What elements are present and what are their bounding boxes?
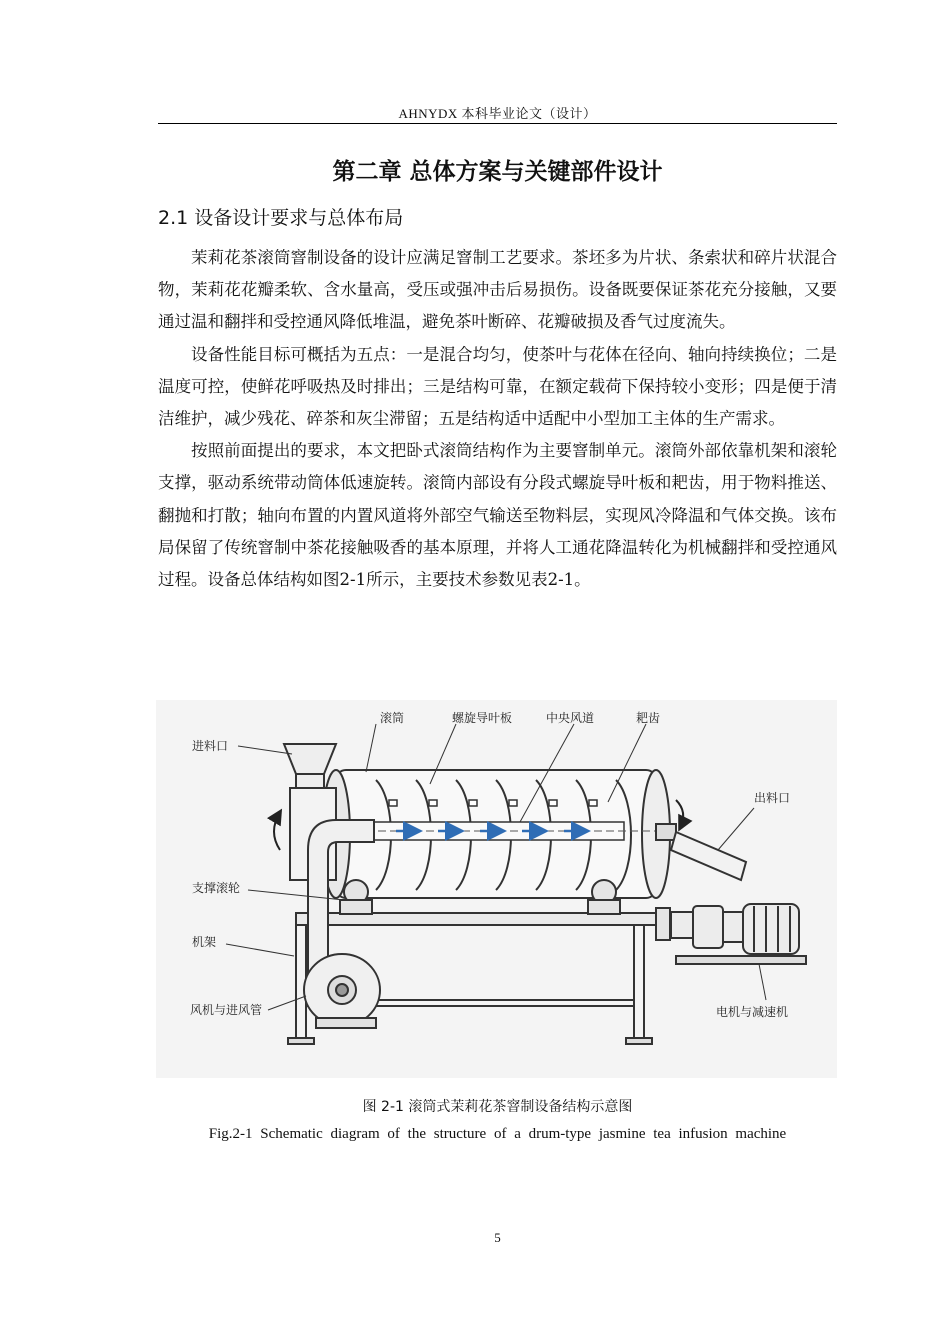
rotation-arrow-left <box>274 812 280 850</box>
running-header: AHNYDX 本科毕业论文（设计） <box>398 106 597 121</box>
label-drum: 滚筒 <box>380 711 405 725</box>
figure-2-1 <box>156 700 837 1078</box>
motor-and-reducer <box>671 904 806 964</box>
label-inlet: 进料口 <box>192 739 229 753</box>
header-rule <box>158 123 837 124</box>
label-central-duct: 中央风道 <box>546 711 595 725</box>
chapter-title: 第二章 总体方案与关键部件设计 <box>332 159 663 185</box>
label-fan-duct: 风机与进风管 <box>190 1003 263 1017</box>
page-number: 5 <box>494 1230 501 1245</box>
label-outlet: 出料口 <box>754 791 791 805</box>
paragraph-1: 茉莉花茶滚筒窨制设备的设计应满足窨制工艺要求。茶坯多为片状、条索状和碎片状混合物，茉莉花花瓣柔软、含水量高，受压或强冲击后易损伤。设备既要保证茶花充分接触，又要通过温和翻拌和受控通风降低堆温，避免茶叶断碎、花瓣破损及香气过度流失。 <box>158 248 837 332</box>
label-rake-teeth: 耙齿 <box>636 711 661 725</box>
paragraph-3: 按照前面提出的要求，本文把卧式滚筒结构作为主要窨制单元。滚筒外部依靠机架和滚轮支撑，驱动系统带动筒体低速旋转。滚筒内部设有分段式螺旋导叶板和耙齿，用于物料推送、翻抛和打散；轴向布置的内置风道将外部空气输送至物料层，实现风冷降温和气体交换。该布局保留了传统窨制中茶花接触吸香的基本原理，并将人工通花降温转化为机械翻拌和受控通风过程。设备总体结构如图2-1所示，主要技术参数见表2-1。 <box>158 441 837 590</box>
section-title: 2.1 设备设计要求与总体布局 <box>158 207 404 229</box>
paragraph-2: 设备性能目标可概括为五点：一是混合均匀，使茶叶与花体在径向、轴向持续换位；二是温度可控，使鲜花呼吸热及时排出；三是结构可靠，在额定载荷下保持较小变形；四是便于清洁维护，减少残花、碎茶和灰尘滞留；五是结构适中适配中小型加工主体的生产需求。 <box>158 344 837 429</box>
rotation-arrow-right <box>676 800 683 828</box>
label-spiral-blade: 螺旋导叶板 <box>452 711 513 725</box>
label-frame: 机架 <box>192 935 217 949</box>
label-motor-reducer: 电机与减速机 <box>716 1005 789 1019</box>
figure-caption-zh: 图 2-1 滚筒式茉莉花茶窨制设备结构示意图 <box>362 1099 633 1115</box>
label-support-roller: 支撑滚轮 <box>192 881 241 895</box>
figure-caption-en: Fig.2-1 Schematic diagram of the structure of a drum-type jasmine tea infusion machine <box>208 1126 787 1142</box>
outlet-chute <box>671 832 746 880</box>
body-text <box>158 242 837 596</box>
machine-schematic <box>156 700 837 1078</box>
